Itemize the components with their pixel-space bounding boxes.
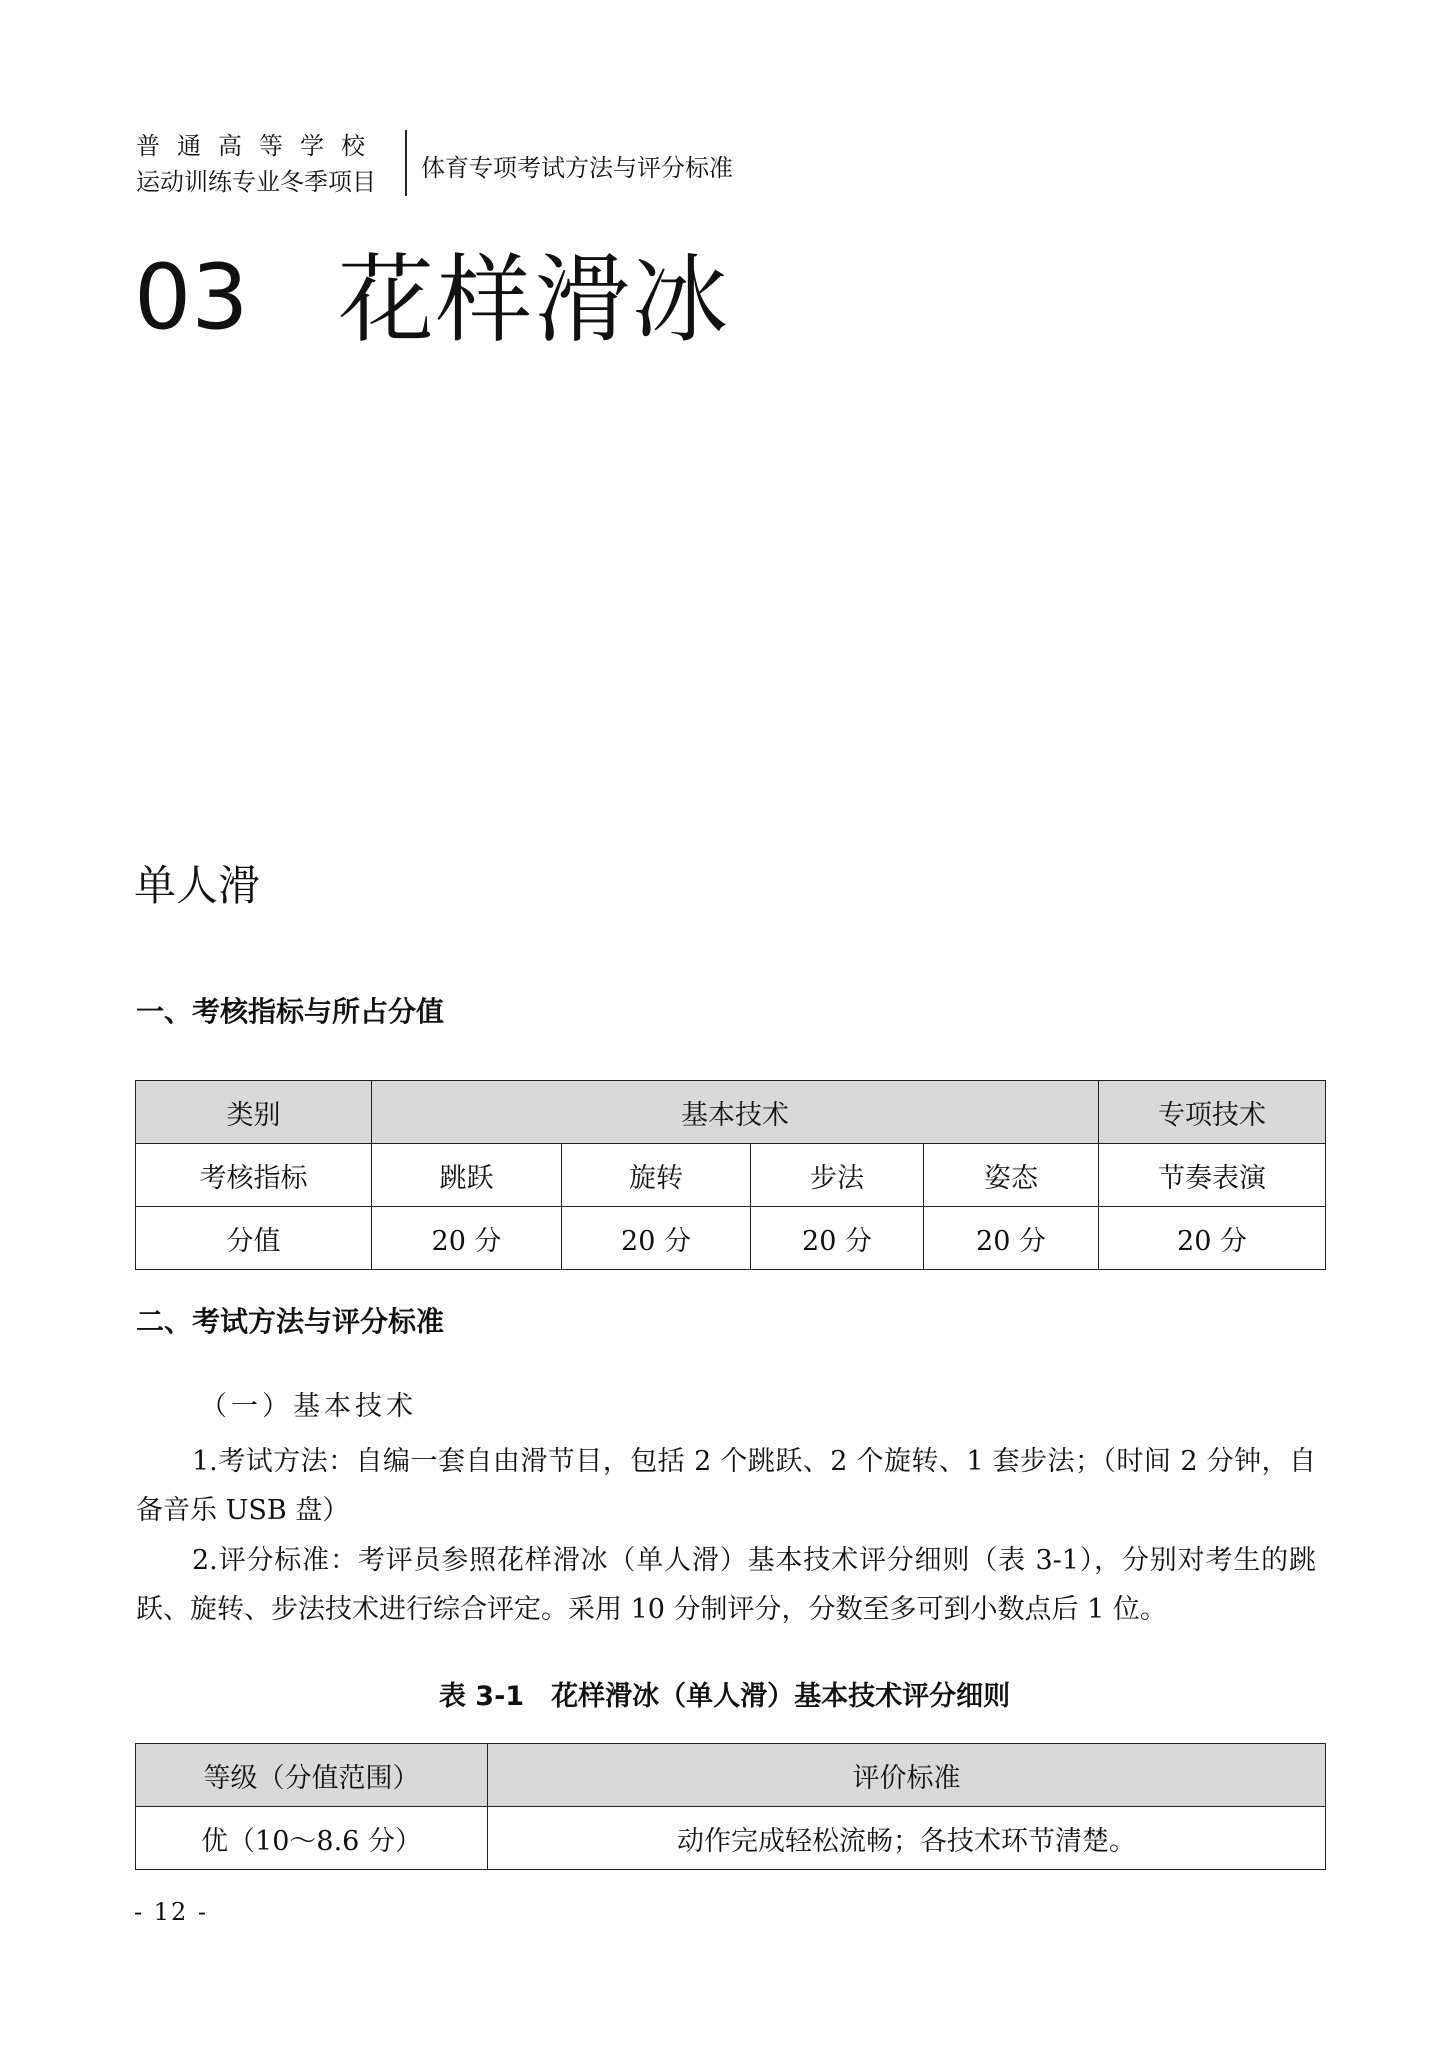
table-cell: 基本技术 — [372, 1081, 1099, 1144]
table-header-cell: 等级（分值范围） — [136, 1744, 488, 1807]
page-number: - 12 - — [134, 1898, 209, 1926]
table-cell: 步法 — [751, 1144, 924, 1207]
chapter-number: 03 — [134, 245, 249, 350]
subheading-basic-technique: （一）基本技术 — [200, 1391, 417, 1422]
section-title: 单人滑 — [134, 861, 261, 910]
paragraph-scoring-standard: 2.评分标准：考评员参照花样滑冰（单人滑）基本技术评分细则（表 3-1），分别对考生的跳跃、旋转、步法技术进行综合评定。采用 10 分制评分，分数至多可到小数点后 1 位。 — [136, 1545, 1316, 1625]
heading-exam-method: 二、考试方法与评分标准 — [136, 1305, 445, 1338]
table-cell: 动作完成轻松流畅；各技术环节清楚。 — [488, 1807, 1326, 1870]
table-caption: 表 3-1 花样滑冰（单人滑）基本技术评分细则 — [438, 1681, 1011, 1712]
table-cell: 节奏表演 — [1099, 1144, 1326, 1207]
table-cell: 类别 — [136, 1081, 372, 1144]
table-cell: 20 分 — [372, 1207, 562, 1270]
table-row — [136, 1807, 1326, 1870]
heading-indicators: 一、考核指标与所占分值 — [136, 995, 445, 1028]
header-divider — [405, 130, 407, 196]
table-cell: 旋转 — [562, 1144, 751, 1207]
paragraph-exam-method: 1.考试方法：自编一套自由滑节目，包括 2 个跳跃、2 个旋转、1 套步法；（时间 2 分钟，自备音乐 USB 盘） — [136, 1446, 1316, 1526]
header-program: 运动训练专业冬季项目 — [136, 168, 376, 196]
table-cell: 20 分 — [924, 1207, 1099, 1270]
table-cell: 20 分 — [562, 1207, 751, 1270]
table-cell: 跳跃 — [372, 1144, 562, 1207]
table-row — [136, 1144, 1326, 1207]
header-document-title: 体育专项考试方法与评分标准 — [421, 154, 733, 182]
chapter-title: 花样滑冰 — [338, 244, 730, 356]
table-cell: 考核指标 — [136, 1144, 372, 1207]
table-row — [136, 1744, 1326, 1807]
indicator-score-table — [135, 1080, 1326, 1270]
table-cell: 20 分 — [751, 1207, 924, 1270]
table-cell: 20 分 — [1099, 1207, 1326, 1270]
table-row — [136, 1207, 1326, 1270]
table-cell: 专项技术 — [1099, 1081, 1326, 1144]
table-row — [136, 1081, 1326, 1144]
table-header-cell: 评价标准 — [488, 1744, 1326, 1807]
scoring-detail-table — [135, 1743, 1326, 1870]
table-cell: 姿态 — [924, 1144, 1099, 1207]
table-cell: 优（10～8.6 分） — [136, 1807, 488, 1870]
header-school: 普通高等学校 — [136, 132, 382, 160]
table-cell: 分值 — [136, 1207, 372, 1270]
running-header-left — [136, 128, 388, 200]
